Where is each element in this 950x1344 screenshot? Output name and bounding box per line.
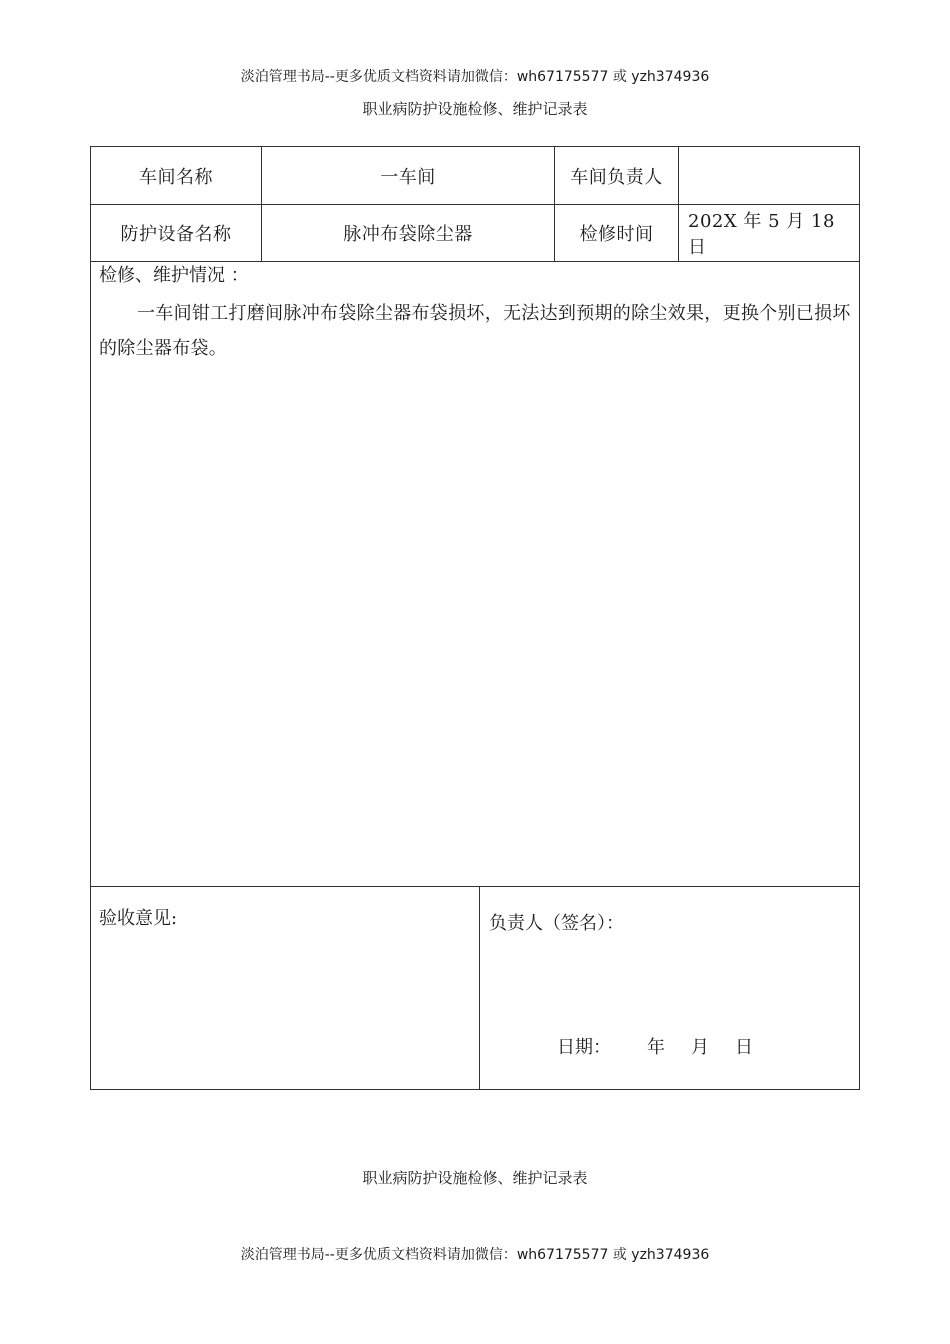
date-day: 日 bbox=[735, 1037, 753, 1058]
footer-title: 职业病防护设施检修、维护记录表 bbox=[362, 1169, 588, 1187]
date-month: 月 bbox=[691, 1037, 709, 1058]
workshop-manager-label: 车间负责人 bbox=[555, 147, 679, 204]
workshop-name-value: 一车间 bbox=[262, 147, 555, 204]
maintenance-time-label: 检修时间 bbox=[555, 205, 679, 261]
header-watermark: 淡泊管理书局--更多优质文档资料请加微信：wh67175577 或 yzh374936 bbox=[240, 69, 710, 85]
date-label: 日期： bbox=[557, 1037, 611, 1058]
maintenance-time-value: 202X 年 5 月 18 日 bbox=[688, 211, 835, 258]
equipment-name-label: 防护设备名称 bbox=[91, 205, 262, 261]
signature-cell bbox=[480, 887, 859, 1089]
table-row-workshop bbox=[91, 147, 859, 205]
signature-label: 负责人（签名）： bbox=[489, 913, 624, 934]
table-row-equipment bbox=[91, 205, 859, 262]
record-table bbox=[90, 146, 860, 1090]
maintenance-text: 一车间钳工打磨间脉冲布袋除尘器布袋损坏，无法达到预期的除尘效果，更换个别已损坏的除尘器布袋。 bbox=[99, 303, 851, 359]
equipment-name-value: 脉冲布袋除尘器 bbox=[262, 205, 555, 261]
acceptance-cell bbox=[91, 887, 480, 1089]
approval-section bbox=[91, 887, 859, 1089]
date-year: 年 bbox=[647, 1037, 665, 1058]
page-title: 职业病防护设施检修、维护记录表 bbox=[362, 100, 588, 118]
footer-watermark: 淡泊管理书局--更多优质文档资料请加微信：wh67175577 或 yzh374936 bbox=[240, 1247, 710, 1263]
workshop-name-label: 车间名称 bbox=[91, 147, 262, 204]
signature-date bbox=[557, 1036, 753, 1060]
workshop-manager-value bbox=[679, 147, 859, 204]
maintenance-section bbox=[91, 262, 859, 887]
acceptance-label: 验收意见: bbox=[99, 908, 178, 929]
maintenance-label: 检修、维护情况 ： bbox=[99, 265, 249, 286]
